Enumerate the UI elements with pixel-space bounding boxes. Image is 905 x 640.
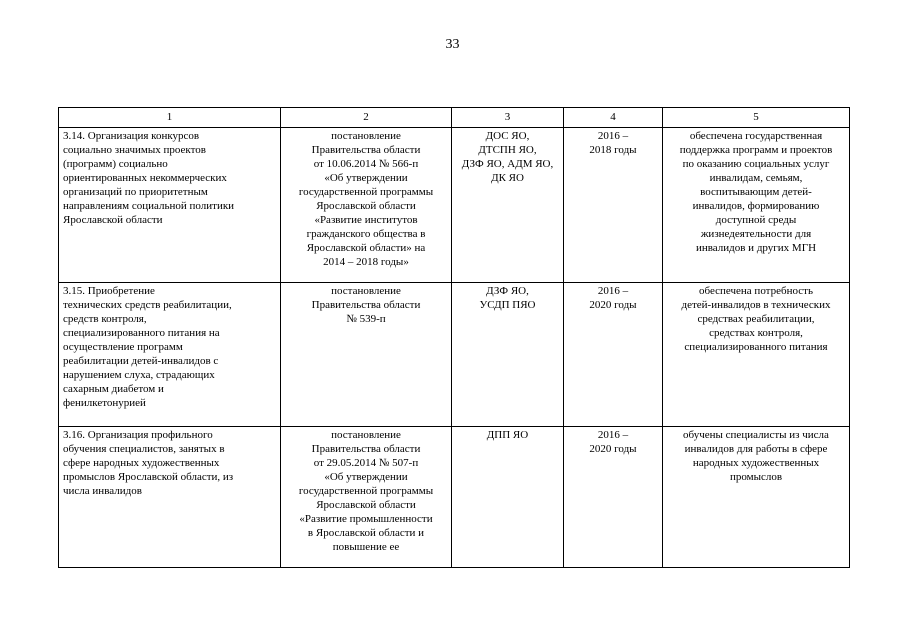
header-col-2: 2 bbox=[281, 108, 452, 128]
period-cell bbox=[564, 427, 663, 568]
result-text: обеспечена потребность детей-инвалидов в технических средствах реабилитации, средствах контроля, специализированного питания bbox=[681, 285, 831, 353]
table-row bbox=[59, 427, 850, 568]
period-text: 2016 – 2020 годы bbox=[589, 285, 637, 311]
basis-text: постановление Правительства области от 29.05.2014 № 507-п «Об утверждении государственной программы Ярославской области «Развитие промышленности в Ярославской области и повышение ее bbox=[298, 429, 434, 553]
activity-cell bbox=[59, 427, 281, 568]
executors-text: ДЗФ ЯО, УСДП ПЯО bbox=[479, 285, 536, 311]
activity-text: 3.14. Организация конкурсов социально значимых проектов (программ) социально ориентированных некоммерческих организаций по приоритетным направлениям социальной политики Ярославской области bbox=[63, 130, 235, 226]
executors-cell bbox=[452, 283, 564, 427]
period-text: 2016 – 2018 годы bbox=[589, 130, 637, 156]
header-row bbox=[59, 108, 850, 128]
result-cell bbox=[663, 427, 850, 568]
basis-text: постановление Правительства области № 539-п bbox=[311, 285, 421, 325]
header-col-3: 3 bbox=[452, 108, 564, 128]
basis-cell bbox=[281, 128, 452, 283]
result-cell bbox=[663, 283, 850, 427]
activity-cell bbox=[59, 128, 281, 283]
executors-text: ДОС ЯО, ДТСПН ЯО, ДЗФ ЯО, АДМ ЯО, ДК ЯО bbox=[461, 130, 554, 184]
basis-cell bbox=[281, 283, 452, 427]
basis-text: постановление Правительства области от 10.06.2014 № 566-п «Об утверждении государственной программы Ярославской области «Развитие институтов гражданского общества в Ярославской области» на 2014 – 2018 годы» bbox=[298, 130, 434, 268]
executors-cell bbox=[452, 427, 564, 568]
basis-cell bbox=[281, 427, 452, 568]
table-row bbox=[59, 128, 850, 283]
result-text: обучены специалисты из числа инвалидов для работы в сфере народных художественных промыслов bbox=[683, 429, 829, 483]
table-row bbox=[59, 283, 850, 427]
period-cell bbox=[564, 283, 663, 427]
period-text: 2016 – 2020 годы bbox=[589, 429, 637, 455]
activity-text: 3.16. Организация профильного обучения специалистов, занятых в сфере народных художественных промыслов Ярославской области, из числа инвалидов bbox=[63, 429, 234, 497]
measures-table bbox=[58, 107, 850, 568]
period-cell bbox=[564, 128, 663, 283]
header-col-5: 5 bbox=[663, 108, 850, 128]
header-col-1: 1 bbox=[59, 108, 281, 128]
activity-text: 3.15. Приобретение технических средств реабилитации, средств контроля, специализированного питания на осуществление программ реабилитации детей-инвалидов с нарушением слуха, страдающих сахарным диабетом и фенилкетонурией bbox=[63, 285, 232, 409]
page-number: 33 bbox=[445, 37, 460, 52]
header-col-4: 4 bbox=[564, 108, 663, 128]
result-cell bbox=[663, 128, 850, 283]
executors-text: ДПП ЯО bbox=[486, 429, 529, 441]
result-text: обеспечена государственная поддержка программ и проектов по оказанию социальных услуг инвалидам, семьям, воспитывающим детей- инвалидов, формированию доступной среды жизнедеятельности для инвалидов и других МГН bbox=[679, 130, 833, 254]
activity-cell bbox=[59, 283, 281, 427]
executors-cell bbox=[452, 128, 564, 283]
